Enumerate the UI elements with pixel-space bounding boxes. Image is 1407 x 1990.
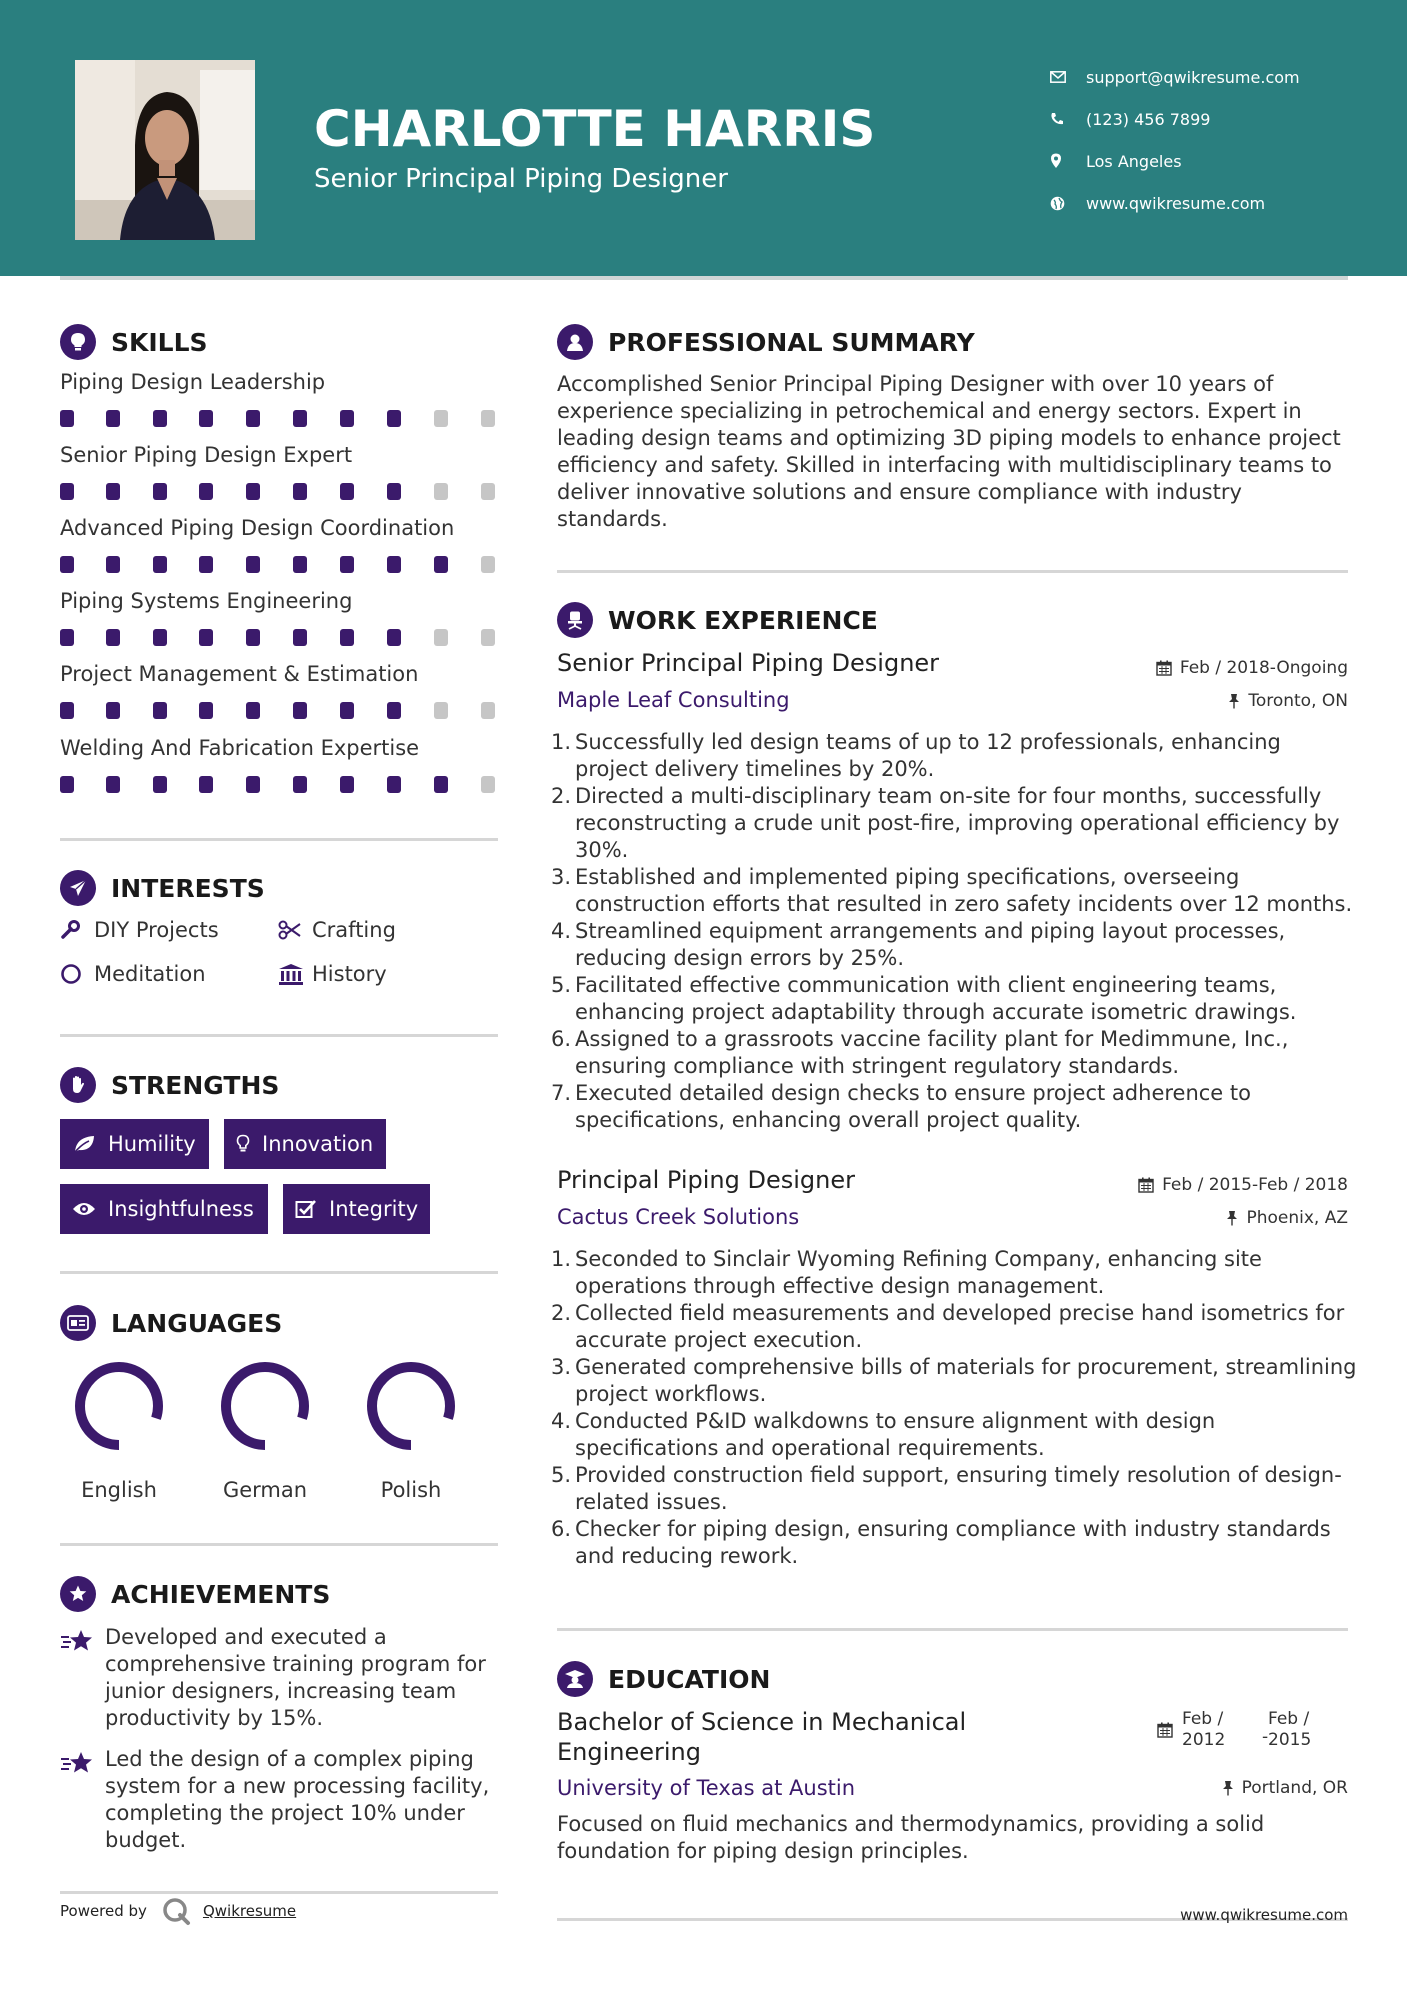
responsibility-text: Facilitated effective communication with client engineering teams, enhancing project adaptability through accurate isometric drawings.	[575, 973, 1297, 1024]
summary-heading: PROFESSIONAL SUMMARY	[557, 324, 975, 360]
office-chair-icon	[557, 602, 593, 638]
item-number: 6.	[550, 1517, 571, 1541]
leaf-icon	[72, 1134, 96, 1154]
responsibility-item	[550, 1080, 1357, 1134]
rating-dot	[246, 702, 260, 719]
rating-dot	[481, 483, 495, 500]
rating-dot	[481, 629, 495, 646]
profile-photo	[75, 60, 255, 240]
rating-dot	[106, 776, 120, 793]
location-pin-icon	[1050, 153, 1086, 169]
job-responsibilities	[550, 729, 1357, 1134]
rating-dot	[246, 410, 260, 427]
rating-dot	[481, 410, 495, 427]
skill-item	[60, 443, 500, 503]
circle-icon	[60, 963, 94, 985]
strengths-heading: STRENGTHS	[60, 1067, 279, 1103]
skill-item	[60, 736, 500, 796]
star-badge-icon	[60, 1576, 96, 1612]
degree-title: Bachelor of Science in Mechanical	[557, 1708, 967, 1736]
rating-dot	[481, 556, 495, 573]
lightbulb-icon	[236, 1134, 250, 1154]
responsibility-item	[550, 1026, 1357, 1080]
graduate-icon	[557, 1661, 593, 1697]
responsibility-text: Directed a multi-disciplinary team on-site for four months, successfully reconstructing a crude unit post-fire, improving operational efficiency by 30%.	[575, 784, 1340, 862]
rating-dot	[340, 629, 354, 646]
item-number: 1.	[550, 730, 571, 754]
achievements-heading: ACHIEVEMENTS	[60, 1576, 330, 1612]
star-icon	[60, 1624, 105, 1732]
item-number: 4.	[550, 919, 571, 943]
lightbulb-icon	[60, 324, 96, 360]
company-name: Maple Leaf Consulting	[557, 688, 790, 712]
responsibility-item	[550, 783, 1357, 864]
qwikresume-link[interactable]: Qwikresume	[202, 1902, 297, 1920]
skill-name: Project Management & Estimation	[60, 662, 419, 686]
education-end-date: Feb / 2015	[1268, 1709, 1312, 1750]
contact-location: Los Angeles	[1050, 140, 1300, 182]
wrench-icon	[60, 920, 94, 940]
rating-dot	[293, 556, 307, 573]
rating-dot	[106, 483, 120, 500]
skills-heading: SKILLS	[60, 324, 208, 360]
divider	[60, 1543, 498, 1546]
education-heading: EDUCATION	[557, 1661, 770, 1697]
rating-dot	[60, 410, 74, 427]
education-description: Focused on fluid mechanics and thermodynamics, providing a solid foundation for piping design principles.	[557, 1812, 1265, 1863]
language-item	[64, 1358, 174, 1502]
rating-dot	[293, 629, 307, 646]
divider	[60, 1034, 498, 1037]
skill-rating	[60, 698, 500, 722]
responsibility-item	[550, 1300, 1357, 1354]
responsibility-text: Checker for piping design, ensuring compliance with industry standards and reducing rework.	[575, 1517, 1331, 1568]
candidate-title: Senior Principal Piping Designer	[314, 164, 728, 194]
summary-text: Accomplished Senior Principal Piping Designer with over 10 years of experience specializing in petrochemical and energy sectors. Expert in leading design teams and optimizing 3D piping models to enhance project efficiency and safety. Skilled in interfacing with multidisciplinary teams to deliver innovative solutions and ensure compliance with industry standards.	[557, 372, 1341, 531]
responsibility-text: Generated comprehensive bills of materials for procurement, streamlining project workflows.	[575, 1355, 1357, 1406]
language-gauge	[217, 1358, 313, 1454]
strength-chip: Integrity	[283, 1184, 430, 1234]
globe-icon	[1050, 196, 1086, 211]
responsibility-text: Successfully led design teams of up to 12 professionals, enhancing project delivery timelines by 20%.	[575, 730, 1281, 781]
responsibility-item	[550, 1516, 1357, 1570]
header-banner	[0, 0, 1407, 276]
skill-rating	[60, 479, 500, 503]
responsibility-text: Provided construction field support, ensuring timely resolution of design-related issues.	[575, 1463, 1342, 1514]
item-number: 4.	[550, 1409, 571, 1433]
rating-dot	[434, 410, 448, 427]
responsibility-text: Established and implemented piping specifications, overseeing construction efforts that resulted in zero safety incidents over 12 months.	[575, 865, 1353, 916]
job-date: Feb / 2015-Feb / 2018	[1138, 1175, 1348, 1195]
star-icon	[60, 1746, 105, 1854]
rating-dot	[106, 629, 120, 646]
responsibility-item	[550, 1246, 1357, 1300]
responsibility-item	[550, 729, 1357, 783]
responsibility-text: Streamlined equipment arrangements and piping layout processes, reducing design errors by 25%.	[575, 919, 1286, 970]
footer-website[interactable]: www.qwikresume.com	[1180, 1906, 1348, 1924]
language-gauge-arc	[226, 1367, 304, 1445]
responsibility-item	[550, 1354, 1357, 1408]
rating-dot	[434, 629, 448, 646]
interest-item: Crafting	[278, 918, 396, 942]
rating-dot	[434, 702, 448, 719]
contact-website[interactable]: www.qwikresume.com	[1050, 182, 1300, 224]
museum-icon	[278, 963, 312, 985]
language-item	[356, 1358, 466, 1502]
contact-list	[1050, 56, 1300, 224]
skill-name: Welding And Fabrication Expertise	[60, 736, 420, 760]
eye-icon	[72, 1201, 96, 1217]
divider	[60, 1271, 498, 1274]
rating-dot	[199, 410, 213, 427]
responsibility-text: Executed detailed design checks to ensure project adherence to specifications, enhancing overall project quality.	[575, 1081, 1251, 1132]
rating-dot	[153, 483, 167, 500]
checkbox-icon	[295, 1199, 317, 1219]
item-number: 3.	[550, 1355, 571, 1379]
job-date: Feb / 2018-Ongoing	[1156, 658, 1348, 678]
rating-dot	[293, 410, 307, 427]
responsibility-text: Collected field measurements and developed precise hand isometrics for accurate project execution.	[575, 1301, 1345, 1352]
item-number: 5.	[550, 973, 571, 997]
company-name: Cactus Creek Solutions	[557, 1205, 800, 1229]
rating-dot	[387, 556, 401, 573]
rating-dot	[481, 702, 495, 719]
rating-dot	[199, 776, 213, 793]
interest-item: Meditation	[60, 962, 206, 986]
skill-rating	[60, 406, 500, 430]
responsibility-item	[550, 972, 1357, 1026]
skill-item	[60, 516, 500, 576]
user-icon	[557, 324, 593, 360]
contact-email[interactable]: support@qwikresume.com	[1050, 56, 1300, 98]
strength-chip: Innovation	[224, 1119, 386, 1169]
rating-dot	[153, 702, 167, 719]
item-number: 7.	[550, 1081, 571, 1105]
skill-name: Senior Piping Design Expert	[60, 443, 353, 467]
hand-icon	[60, 1067, 96, 1103]
rating-dot	[60, 776, 74, 793]
rating-dot	[387, 776, 401, 793]
job-title: Principal Piping Designer	[557, 1166, 855, 1194]
responsibility-item	[550, 1408, 1357, 1462]
skill-name: Piping Design Leadership	[60, 370, 326, 394]
skill-item	[60, 370, 500, 430]
id-card-icon	[60, 1305, 96, 1341]
rating-dot	[106, 702, 120, 719]
rating-dot	[340, 410, 354, 427]
item-number: 2.	[550, 1301, 571, 1325]
contact-phone[interactable]: (123) 456 7899	[1050, 98, 1300, 140]
job-title: Senior Principal Piping Designer	[557, 649, 940, 677]
degree-title-continued: Engineering	[557, 1738, 701, 1766]
item-number: 6.	[550, 1027, 571, 1051]
responsibility-item	[550, 918, 1357, 972]
rating-dot	[387, 702, 401, 719]
rating-dot	[434, 556, 448, 573]
rating-dot	[387, 410, 401, 427]
rating-dot	[199, 483, 213, 500]
rating-dot	[387, 629, 401, 646]
rating-dot	[199, 629, 213, 646]
language-name: English	[81, 1478, 157, 1502]
item-number: 1.	[550, 1247, 571, 1271]
work-heading: WORK EXPERIENCE	[557, 602, 878, 638]
rating-dot	[246, 629, 260, 646]
strength-chip: Insightfulness	[60, 1184, 268, 1234]
interest-item: History	[278, 962, 387, 986]
phone-icon	[1050, 112, 1086, 126]
rating-dot	[434, 776, 448, 793]
responsibility-text: Conducted P&ID walkdowns to ensure alignment with design specifications and operational requirements.	[575, 1409, 1216, 1460]
achievement-item: Developed and executed a comprehensive training program for junior designers, increasing team productivity by 15%.	[60, 1624, 500, 1732]
rating-dot	[293, 776, 307, 793]
language-name: German	[222, 1478, 308, 1502]
skill-rating	[60, 552, 500, 576]
languages-heading: LANGUAGES	[60, 1305, 282, 1341]
pushpin-icon	[1228, 693, 1240, 709]
calendar-icon	[1156, 660, 1172, 676]
date-separator: -	[1262, 1727, 1269, 1747]
envelope-icon	[1050, 71, 1086, 83]
item-number: 3.	[550, 865, 571, 889]
language-gauge	[71, 1358, 167, 1454]
rating-dot	[153, 556, 167, 573]
rating-dot	[340, 483, 354, 500]
language-gauge-arc	[80, 1367, 158, 1445]
interest-item: DIY Projects	[60, 918, 219, 942]
job-location: Phoenix, AZ	[1226, 1208, 1348, 1228]
pushpin-icon	[1222, 1780, 1234, 1796]
rating-dot	[199, 556, 213, 573]
language-item	[210, 1358, 320, 1502]
rating-dot	[293, 702, 307, 719]
job-responsibilities	[550, 1246, 1357, 1570]
language-name: Polish	[380, 1478, 442, 1502]
rating-dot	[153, 410, 167, 427]
school-name: University of Texas at Austin	[557, 1776, 856, 1800]
skill-rating	[60, 625, 500, 649]
rating-dot	[106, 410, 120, 427]
rating-dot	[60, 556, 74, 573]
rating-dot	[340, 556, 354, 573]
rating-dot	[340, 702, 354, 719]
divider	[557, 570, 1348, 573]
rating-dot	[246, 776, 260, 793]
candidate-name: CHARLOTTE HARRIS	[314, 100, 876, 158]
rating-dot	[293, 483, 307, 500]
scissors-icon	[278, 920, 312, 940]
header-divider	[60, 276, 1348, 280]
responsibility-item	[550, 864, 1357, 918]
skill-item	[60, 589, 500, 649]
education-location: Portland, OR	[1222, 1778, 1348, 1798]
strength-chip: Humility	[60, 1119, 209, 1169]
rating-dot	[60, 702, 74, 719]
responsibility-text: Assigned to a grassroots vaccine facility plant for Medimmune, Inc., ensuring compliance with stringent regulatory standards.	[575, 1027, 1289, 1078]
calendar-icon	[1138, 1177, 1154, 1193]
rating-dot	[60, 629, 74, 646]
footer-powered-by: Powered by Qwikresume	[60, 1896, 296, 1926]
rating-dot	[246, 556, 260, 573]
job-location: Toronto, ON	[1228, 691, 1348, 711]
item-number: 5.	[550, 1463, 571, 1487]
rating-dot	[106, 556, 120, 573]
skill-name: Advanced Piping Design Coordination	[60, 516, 455, 540]
interests-heading: INTERESTS	[60, 870, 265, 906]
paper-plane-icon	[60, 870, 96, 906]
rating-dot	[199, 702, 213, 719]
skill-rating	[60, 772, 500, 796]
divider	[557, 1628, 1348, 1631]
rating-dot	[340, 776, 354, 793]
rating-dot	[153, 776, 167, 793]
language-gauge-arc	[372, 1367, 450, 1445]
language-gauge	[363, 1358, 459, 1454]
calendar-icon	[1157, 1722, 1173, 1742]
qwikresume-logo-icon	[161, 1896, 191, 1926]
divider	[60, 838, 498, 841]
responsibility-text: Seconded to Sinclair Wyoming Refining Company, enhancing site operations through effective design management.	[575, 1247, 1262, 1298]
rating-dot	[246, 483, 260, 500]
divider	[60, 1891, 498, 1894]
rating-dot	[60, 483, 74, 500]
achievement-item: Led the design of a complex piping system for a new processing facility, completing the project 10% under budget.	[60, 1746, 500, 1854]
rating-dot	[434, 483, 448, 500]
rating-dot	[387, 483, 401, 500]
rating-dot	[481, 776, 495, 793]
skill-name: Piping Systems Engineering	[60, 589, 353, 613]
item-number: 2.	[550, 784, 571, 808]
responsibility-item	[550, 1462, 1357, 1516]
pushpin-icon	[1226, 1210, 1238, 1226]
rating-dot	[153, 629, 167, 646]
skill-item	[60, 662, 500, 722]
education-start-date: Feb / 2012	[1182, 1709, 1226, 1750]
